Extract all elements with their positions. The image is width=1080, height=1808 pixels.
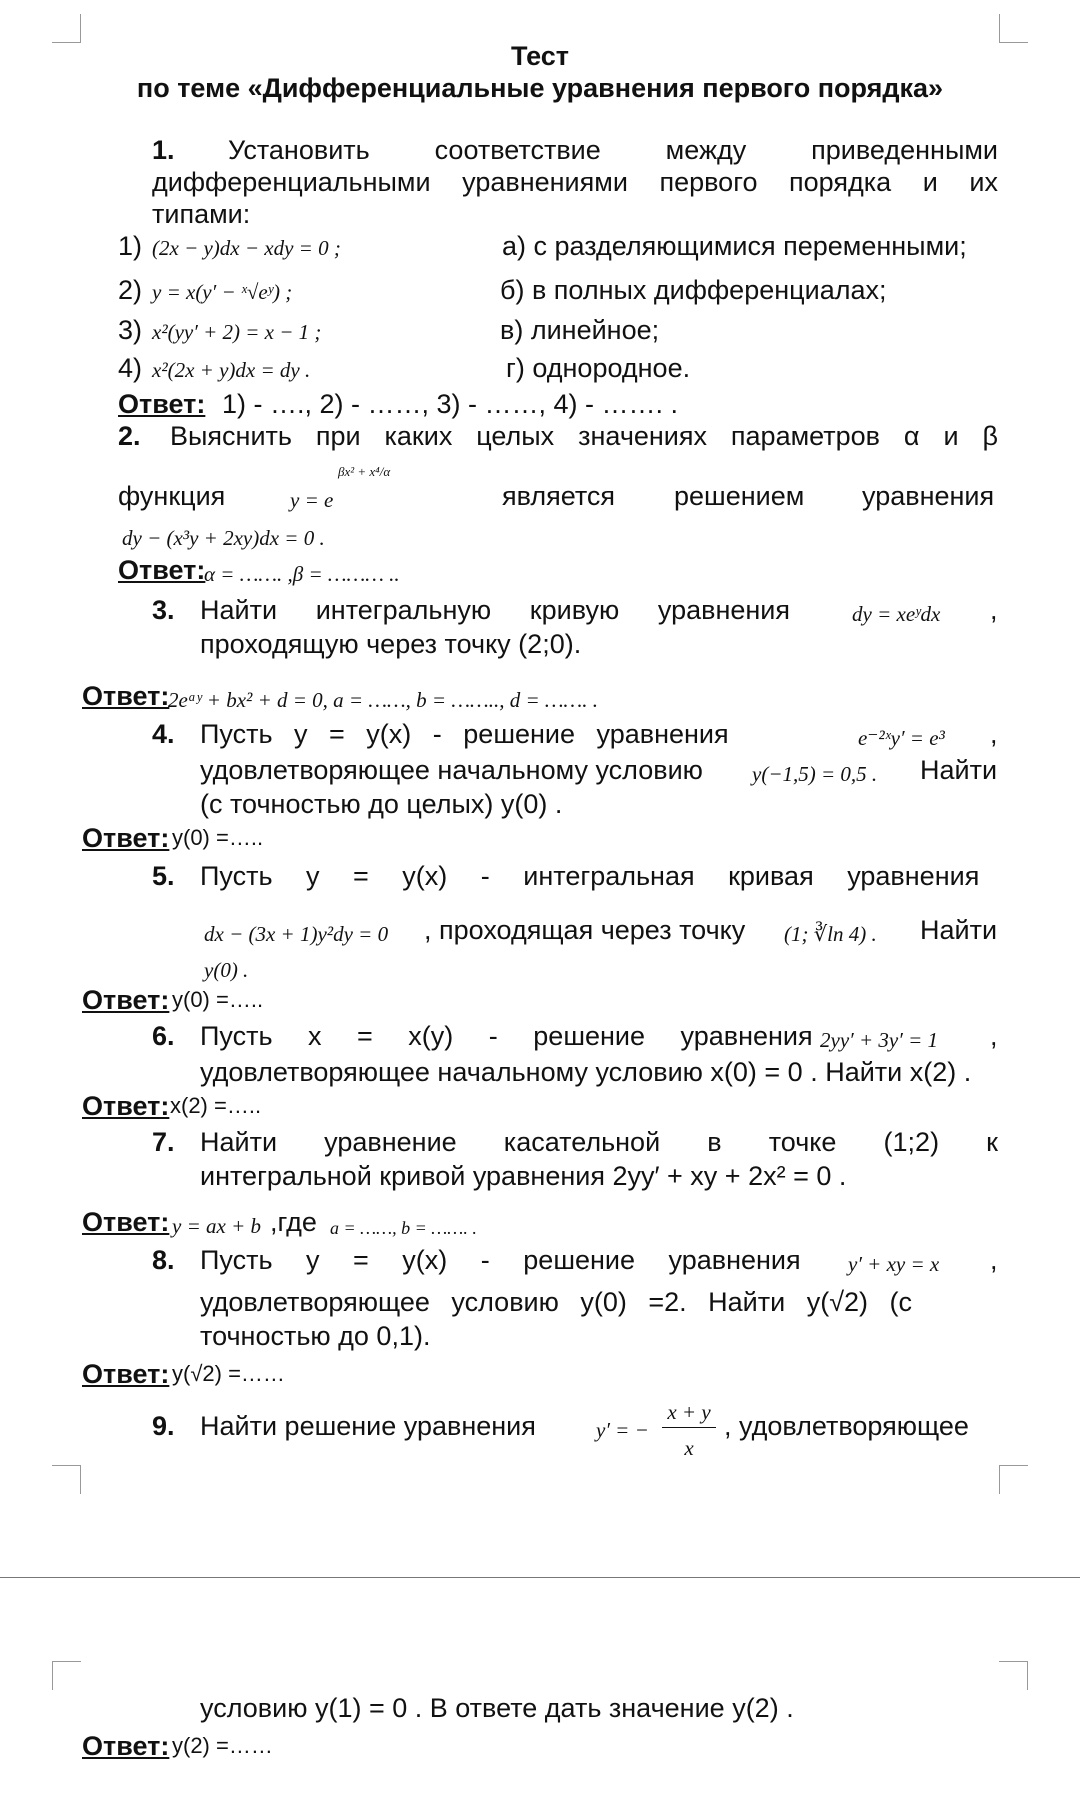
q8-answer: y(√2) =…… — [172, 1361, 285, 1386]
q5-text-line2: , проходящая через точку — [424, 915, 746, 945]
q9-text-line2: условию y(1) = 0 . В ответе дать значение y(2) . — [200, 1693, 794, 1723]
q7-answer-values: a = ……, b = ……. . — [330, 1218, 477, 1238]
q7-text: Найти уравнение касательной в точке (1;2) к — [200, 1127, 998, 1157]
q3-answer: 2eᵃʸ + bx² + d = 0, a = ……, b = …….., d = ……. . — [168, 688, 598, 712]
q9-text: Найти решение уравнения — [200, 1411, 536, 1441]
q6-answer: x(2) =….. — [170, 1093, 262, 1118]
answer-label: Ответ: — [82, 1091, 170, 1121]
q4-text-line3: (с точностью до целых) y(0) . — [200, 789, 563, 819]
q1-item-number: 4) — [118, 353, 143, 383]
q4-answer: y(0) =….. — [172, 825, 264, 850]
q8-text: Пусть y = y(x) - решение уравнения — [200, 1245, 801, 1275]
q2-word: уравнения — [862, 481, 995, 511]
q9-eq-numerator: x + y — [667, 1400, 711, 1424]
q5-text: Пусть y = y(x) - интегральная кривая уравнения — [200, 861, 980, 891]
page-subtitle: по теме «Дифференциальные уравнения первого порядка» — [136, 73, 944, 103]
q6-comma: , — [990, 1021, 998, 1051]
page-corner-mark — [52, 14, 81, 43]
q6-text-line2: удовлетворяющее начальному условию x(0) = 0 . Найти x(2) . — [200, 1057, 972, 1087]
page-break-divider — [0, 1577, 1080, 1578]
q3-comma: , — [990, 595, 998, 625]
q3-text: Найти интегральную кривую уравнения — [200, 595, 790, 625]
answer-label: Ответ: — [82, 681, 170, 711]
answer-label: Ответ: — [118, 555, 206, 585]
q2-text-line1: Выяснить при каких целых значениях параметров α и β — [170, 421, 998, 451]
page-title: Тест — [510, 41, 570, 71]
q9-number: 9. — [152, 1411, 175, 1441]
q8-number: 8. — [152, 1245, 175, 1275]
q1-item-number: 3) — [118, 315, 143, 345]
q8-comma: , — [990, 1245, 998, 1275]
page-corner-mark — [999, 14, 1028, 43]
q9-answer: y(2) =…… — [172, 1733, 273, 1758]
q3-number: 3. — [152, 595, 175, 625]
q1-answer: 1) - …., 2) - ……, 3) - ……, 4) - ……. . — [222, 389, 679, 419]
q8-text-line2: удовлетворяющее условию y(0) =2. Найти y(√2) (с — [200, 1287, 913, 1317]
answer-label: Ответ: — [82, 823, 170, 853]
q4-comma: , — [990, 719, 998, 749]
answer-label: Ответ: — [82, 1731, 170, 1761]
q1-item-number: 1) — [118, 231, 143, 261]
q7-text-line2: интегральной кривой уравнения 2yy′ + xy + 2x² = 0 . — [200, 1161, 847, 1191]
q5-find: Найти — [920, 915, 998, 945]
q4-number: 4. — [152, 719, 175, 749]
q1-number: 1. — [152, 135, 175, 165]
page-corner-mark — [52, 1661, 81, 1690]
q2-word: функция — [118, 481, 226, 511]
q1-item-type: а) с разделяющимися переменными; — [502, 231, 967, 261]
q1-item-equation: x²(2x + y)dx = dy . — [152, 358, 311, 382]
answer-label: Ответ: — [82, 985, 170, 1015]
q7-answer-equation: y = ax + b — [172, 1214, 261, 1238]
q6-text: Пусть x = x(y) - решение уравнения — [200, 1021, 813, 1051]
q4-condition: y(−1,5) = 0,5 . — [752, 762, 878, 786]
q2-equation: dy − (x³y + 2xy)dx = 0 . — [122, 526, 325, 550]
q1-text-line1: Установить соответствие между приведенными — [228, 135, 998, 165]
q1-item-type: в) линейное; — [500, 315, 660, 345]
q4-text-line2: удовлетворяющее начальному условию — [200, 755, 703, 785]
answer-label: Ответ: — [118, 389, 206, 419]
q9-eq-denominator: x — [684, 1436, 694, 1460]
q1-item-type: г) однородное. — [506, 353, 691, 383]
q9-fraction-bar — [662, 1427, 716, 1428]
page-corner-mark — [999, 1465, 1028, 1494]
q2-word: решением — [674, 481, 805, 511]
q3-equation: dy = xeʸdx — [852, 602, 941, 626]
q5-point: (1; ∛ln 4) . — [784, 922, 877, 946]
q3-text-line2: проходящую через точку (2;0). — [200, 629, 582, 659]
page-corner-mark — [52, 1465, 81, 1494]
q4-equation: e⁻²ˣy′ = e³ — [858, 726, 945, 750]
q8-equation: y′ + xy = x — [848, 1252, 940, 1276]
q1-text-line2: дифференциальными уравнениями первого порядка и их — [152, 167, 998, 197]
q9-eq-lhs: y′ = − — [596, 1418, 649, 1442]
q2-number: 2. — [118, 421, 141, 451]
q5-answer: y(0) =….. — [172, 987, 264, 1012]
q4-find: Найти — [920, 755, 998, 785]
q1-item-type: б) в полных дифференциалах; — [500, 275, 887, 305]
q5-number: 5. — [152, 861, 175, 891]
q5-target: y(0) . — [204, 958, 249, 982]
answer-label: Ответ: — [82, 1207, 170, 1237]
page-corner-mark — [999, 1661, 1028, 1690]
q7-number: 7. — [152, 1127, 175, 1157]
q2-function: y = e — [290, 488, 334, 512]
q1-item-number: 2) — [118, 275, 143, 305]
q7-answer-where: ,где — [270, 1207, 317, 1237]
q2-word: является — [502, 481, 616, 511]
q6-number: 6. — [152, 1021, 175, 1051]
q1-text-line3: типами: — [152, 199, 251, 229]
q1-item-equation: y = x(y′ − ˣ√eʸ) ; — [152, 280, 293, 304]
q5-equation: dx − (3x + 1)y²dy = 0 — [204, 922, 389, 946]
q4-text: Пусть y = y(x) - решение уравнения — [200, 719, 729, 749]
q2-answer: α = ……. ,β = ……… .. — [204, 562, 400, 586]
q1-item-equation: (2x − y)dx − xdy = 0 ; — [152, 236, 341, 260]
q2-exponent: βx² + x⁴/α — [338, 464, 391, 479]
q6-equation: 2yy′ + 3y′ = 1 — [820, 1028, 938, 1052]
answer-label: Ответ: — [82, 1359, 170, 1389]
q1-item-equation: x²(yy′ + 2) = x − 1 ; — [152, 320, 322, 344]
q8-text-line3: точностью до 0,1). — [200, 1321, 431, 1351]
q9-text-end: , удовлетворяющее — [724, 1411, 969, 1441]
